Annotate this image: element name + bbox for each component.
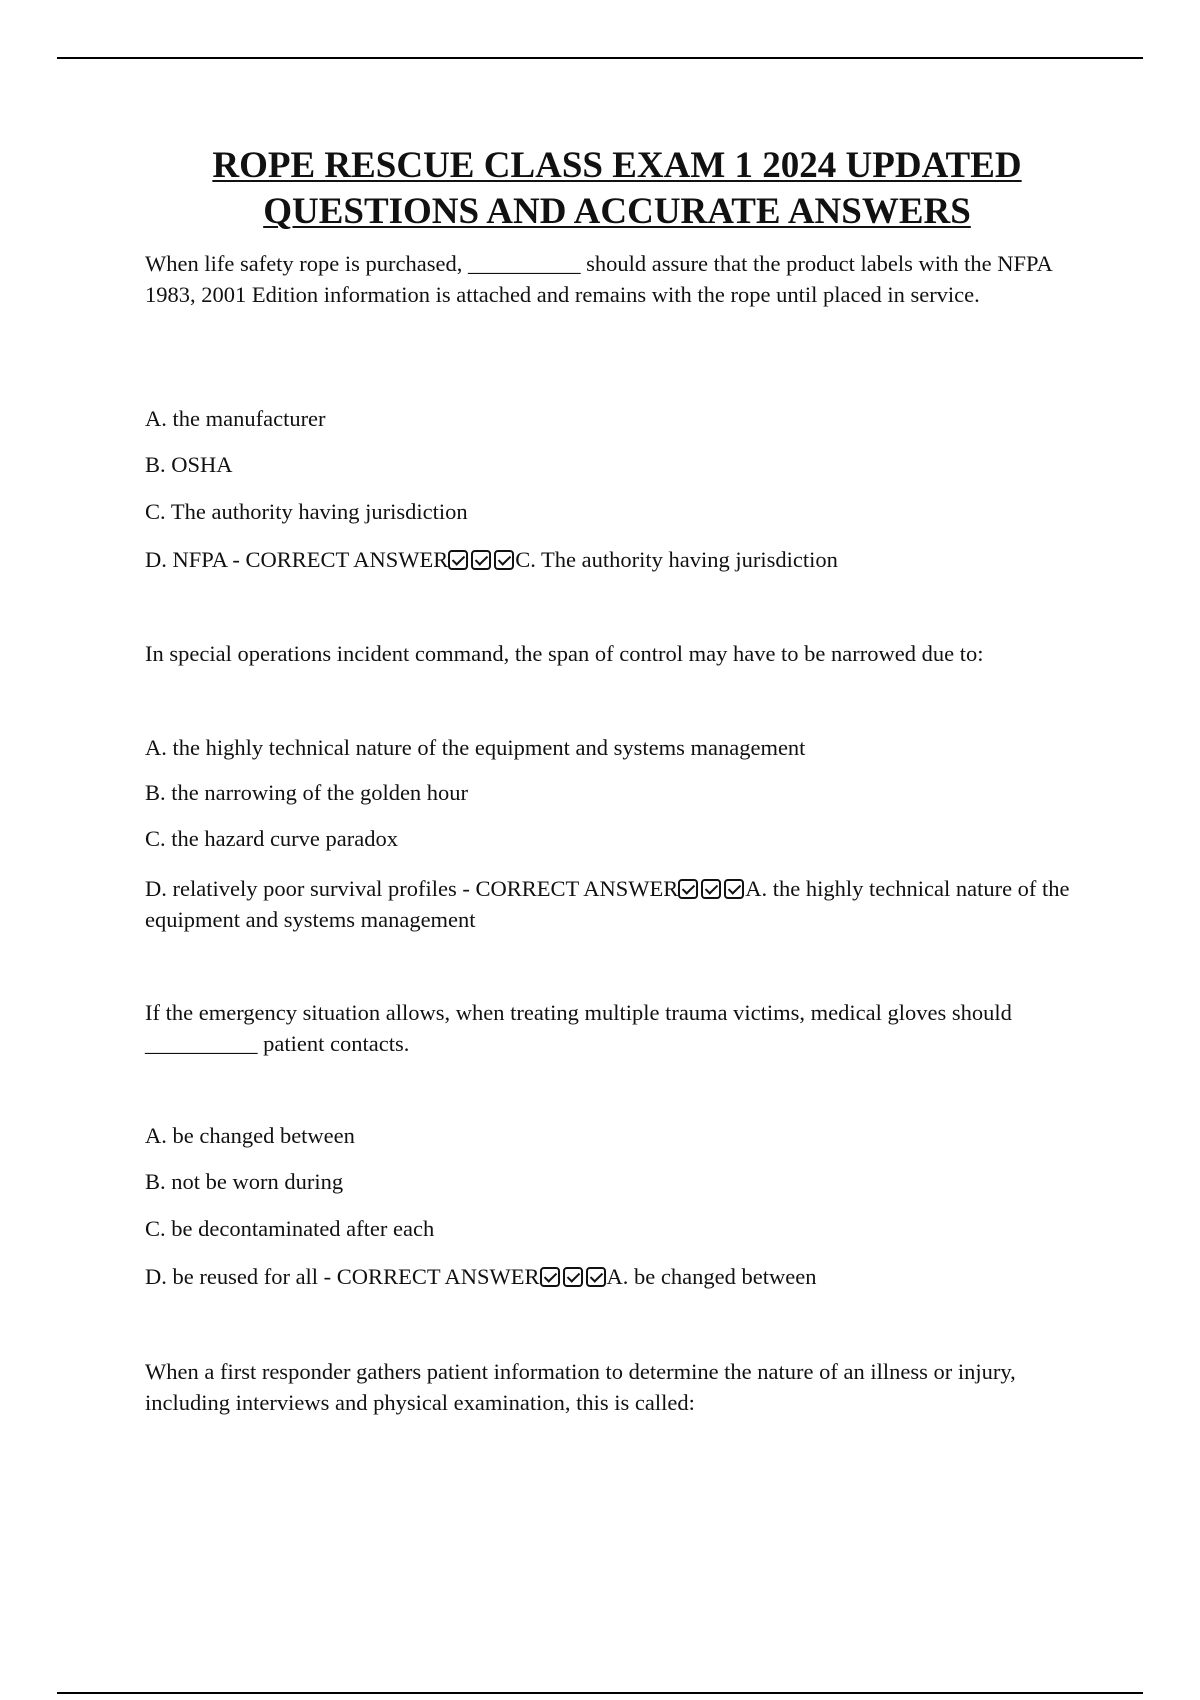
question-3-option-b: B. not be worn during <box>145 1169 344 1194</box>
question-1-stem: When life safety rope is purchased, __________ should assure that the product labels with the NFPA 1983, 2001 Edition information is attached and remains with the rope until placed in service. <box>145 251 1052 307</box>
question-1-option-d: D. NFPA - CORRECT ANSWER <box>145 547 449 572</box>
question-2-option-c: C. the hazard curve paradox <box>145 826 399 851</box>
question-3-option-a: A. be changed between <box>145 1123 355 1148</box>
document-body <box>145 0 1095 1700</box>
answer-marker <box>678 873 745 904</box>
question-3-stem: If the emergency situation allows, when treating multiple trauma victims, medical gloves should __________ patient contacts. <box>145 1000 1012 1056</box>
checkbox-checked-icon <box>701 879 721 899</box>
answer-marker <box>448 544 515 575</box>
question-2-stem: In special operations incident command, the span of control may have to be narrowed due to: <box>145 641 984 666</box>
checkbox-checked-icon <box>678 879 698 899</box>
question-1-answer-line <box>145 544 1095 575</box>
question-1-option-c: C. The authority having jurisdiction <box>145 499 468 524</box>
checkbox-checked-icon <box>586 1267 606 1287</box>
page-title-line-2: QUESTIONS AND ACCURATE ANSWERS <box>263 191 971 232</box>
question-2-answer-line <box>145 873 1095 935</box>
question-1-option-b: B. OSHA <box>145 452 233 477</box>
question-4-stem: When a first responder gathers patient information to determine the nature of an illness or injury, including interviews and physical examination, this is called: <box>145 1359 1016 1415</box>
question-1-option-a: A. the manufacturer <box>145 406 326 431</box>
footer-rule <box>57 1692 1143 1694</box>
checkbox-checked-icon <box>494 550 514 570</box>
question-2-option-b: B. the narrowing of the golden hour <box>145 780 469 805</box>
page-title-line-1: ROPE RESCUE CLASS EXAM 1 2024 UPDATED <box>212 145 1022 186</box>
checkbox-checked-icon <box>563 1267 583 1287</box>
checkbox-checked-icon <box>724 879 744 899</box>
answer-marker <box>540 1261 607 1292</box>
checkbox-checked-icon <box>471 550 491 570</box>
checkbox-checked-icon <box>540 1267 560 1287</box>
question-3-option-d: D. be reused for all - CORRECT ANSWER <box>145 1264 540 1289</box>
checkbox-checked-icon <box>448 550 468 570</box>
question-3-option-c: C. be decontaminated after each <box>145 1216 435 1241</box>
question-3-answer: A. be changed between <box>606 1264 817 1289</box>
question-2-answer: A. the highly technical nature of the equipment and systems management <box>145 876 1070 932</box>
question-2-option-a: A. the highly technical nature of the equipment and systems management <box>145 735 806 760</box>
question-3-answer-line <box>145 1261 1095 1292</box>
question-1-answer: C. The authority having jurisdiction <box>515 547 838 572</box>
question-2-option-d: D. relatively poor survival profiles - CORRECT ANSWER <box>145 876 679 901</box>
